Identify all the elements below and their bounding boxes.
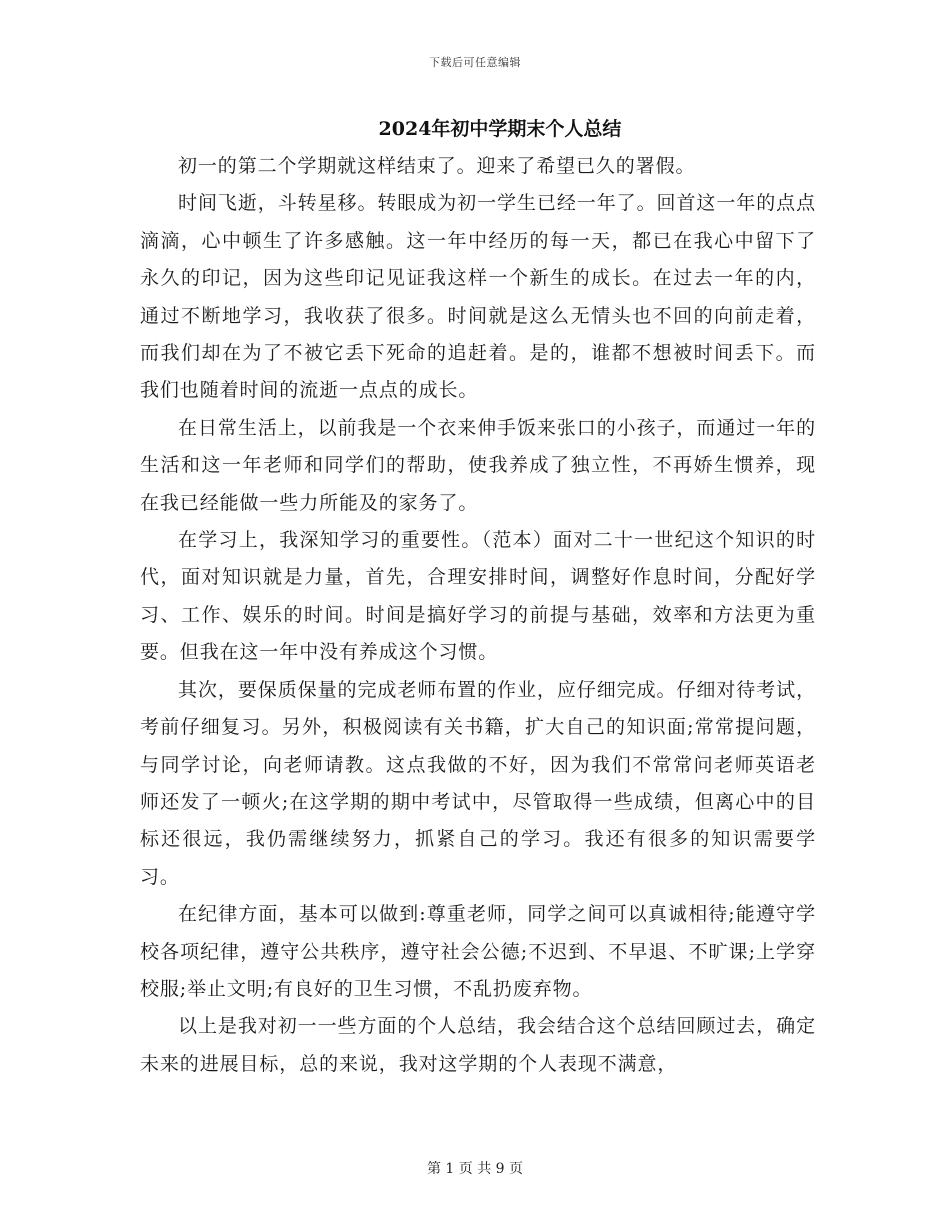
document-title: 2024年初中学期末个人总结 <box>378 118 622 140</box>
paragraph: 在学习上，我深知学习的重要性。（范本）面对二十一世纪这个知识的时代，面对知识就是力量，首先，合理安排时间，调整好作息时间，分配好学习、工作、娱乐的时间。时间是搞好学习的前提与基础，效率和方法更为重要。但我在这一年中没有养成这个习惯。 <box>140 529 816 664</box>
page-footer: 第 1 页 共 9 页 <box>426 1161 524 1177</box>
paragraph: 其次，要保质保量的完成老师布置的作业，应仔细完成。仔细对待考试，考前仔细复习。另外，积极阅读有关书籍，扩大自己的知识面;常常提问题，与同学讨论，向老师请教。这点我做的不好，因为我们不常常问老师英语老师还发了一顿火;在这学期的期中考试中，尽管取得一些成绩，但离心中的目标还很远，我仍需继续努力，抓紧自己的学习。我还有很多的知识需要学习。 <box>140 678 816 888</box>
paragraph: 初一的第二个学期就这样结束了。迎来了希望已久的署假。 <box>178 155 696 177</box>
header-note: 下载后可任意编辑 <box>429 56 521 69</box>
paragraph: 在纪律方面，基本可以做到:尊重老师，同学之间可以真诚相待;能遵守学校各项纪律，遵守公共秩序，遵守社会公德;不迟到、不早退、不旷课;上学穿校服;举止文明;有良好的卫生习惯，不乱扔废弃物。 <box>140 903 816 1000</box>
paragraph: 在日常生活上，以前我是一个衣来伸手饭来张口的小孩子，而通过一年的生活和这一年老师和同学们的帮助，使我养成了独立性，不再娇生惯养，现在我已经能做一些力所能及的家务了。 <box>140 416 816 514</box>
paragraph: 以上是我对初一一些方面的个人总结，我会结合这个总结回顾过去，确定未来的进展目标，总的来说，我对这学期的个人表现不满意， <box>140 1015 816 1075</box>
document-body <box>140 148 816 1083</box>
paragraph: 时间飞逝，斗转星移。转眼成为初一学生已经一年了。回首这一年的点点滴滴，心中顿生了许多感触。这一年中经历的每一天，都已在我心中留下了永久的印记，因为这些印记见证我这样一个新生的成长。在过去一年的内，通过不断地学习，我收获了很多。时间就是这么无情头也不回的向前走着，而我们却在为了不被它丢下死命的追赶着。是的，谁都不想被时间丢下。而我们也随着时间的流逝一点点的成长。 <box>140 192 816 402</box>
